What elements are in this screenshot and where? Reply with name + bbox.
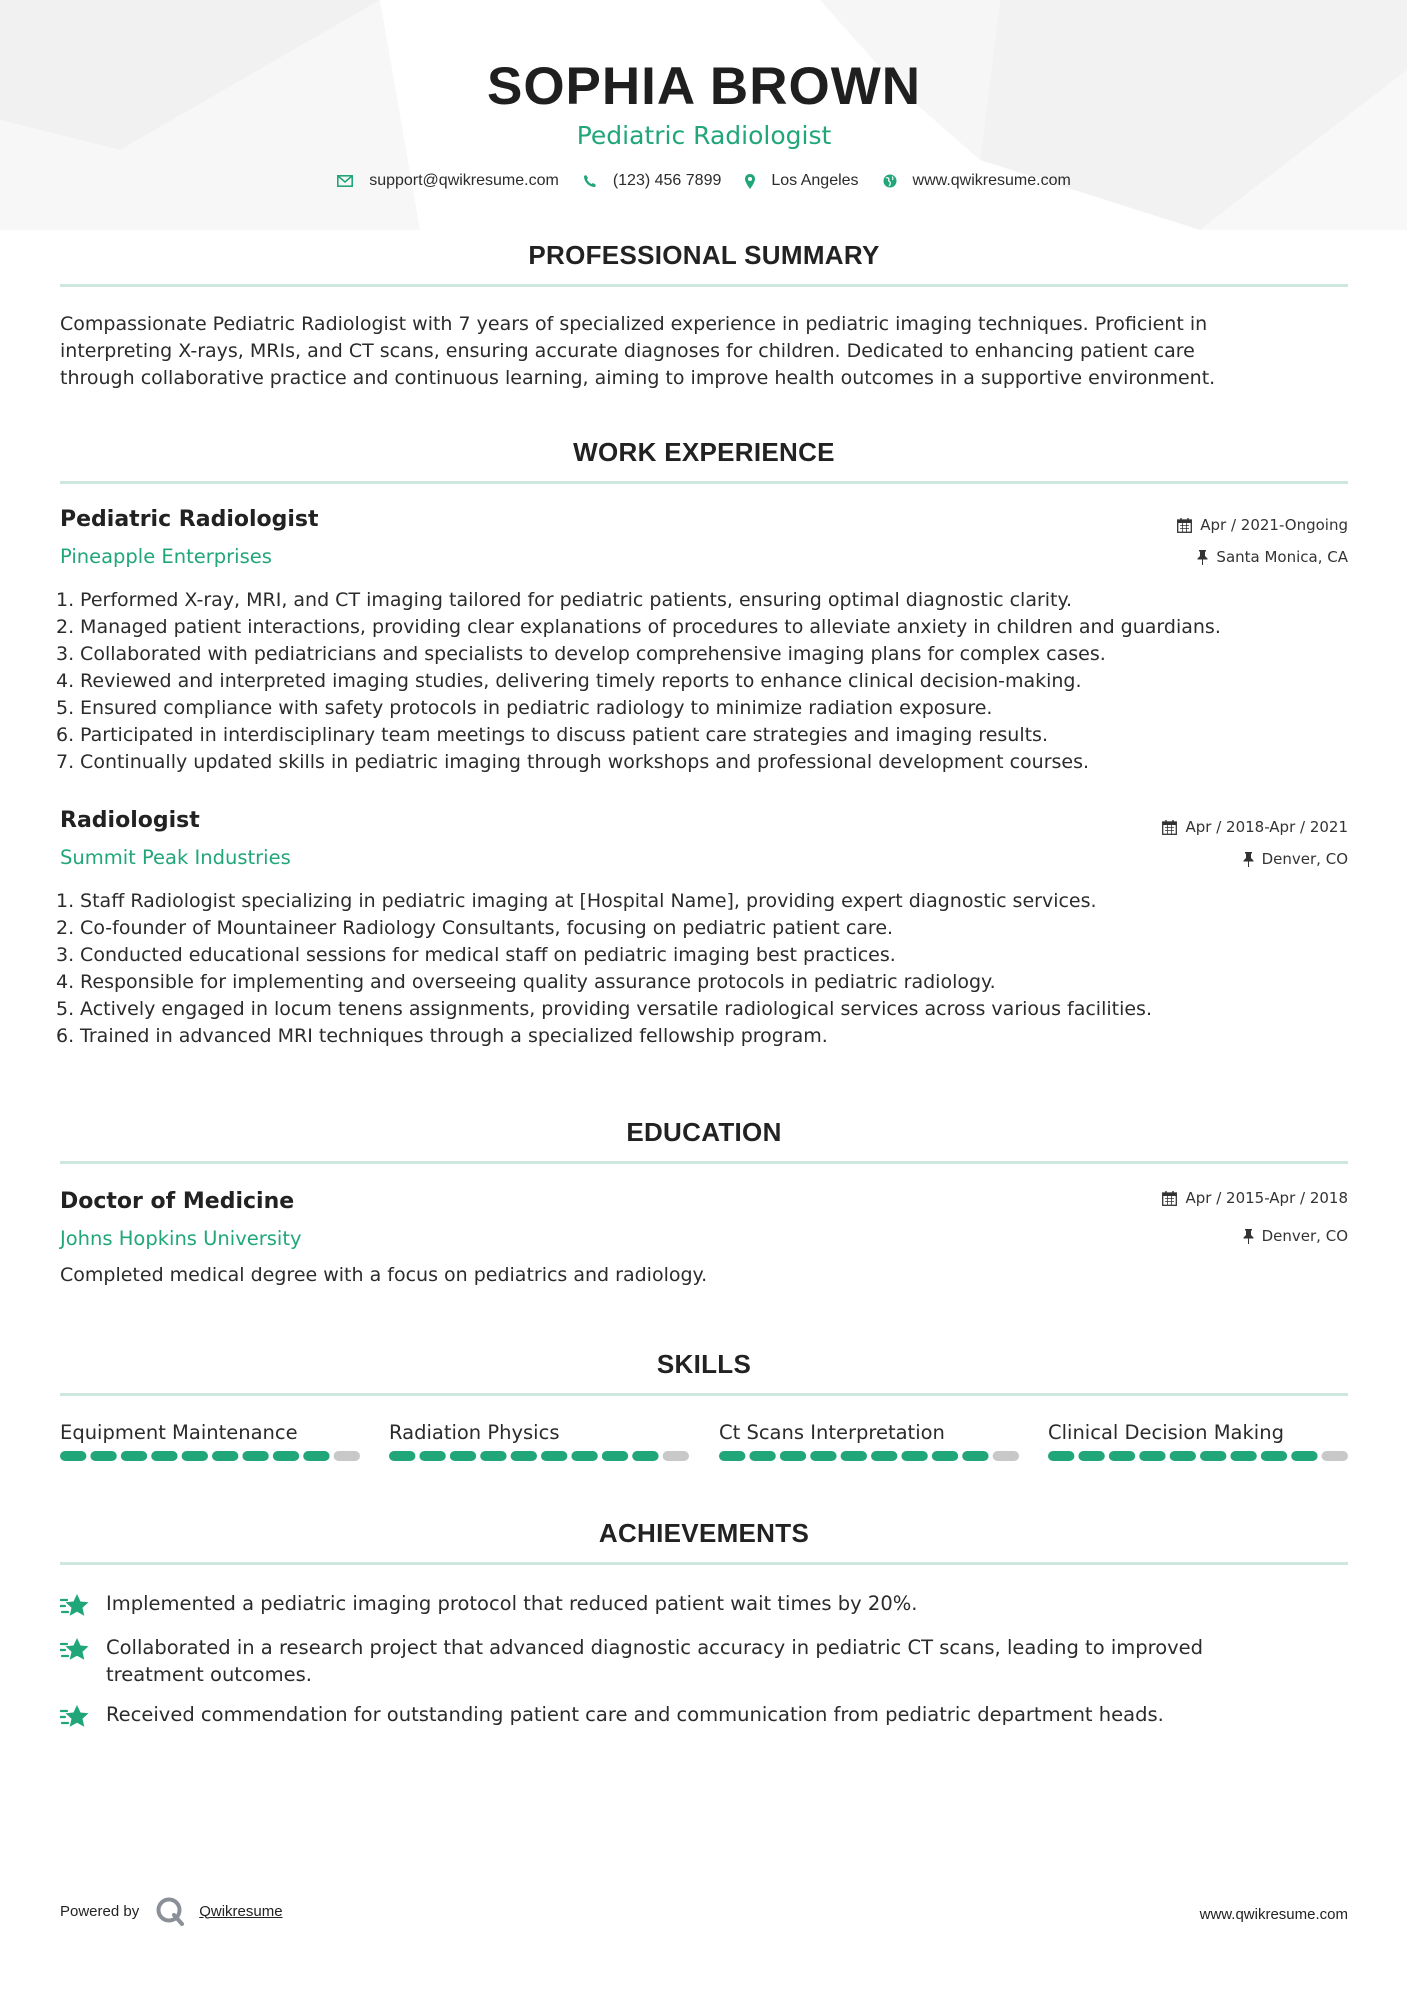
phone-icon bbox=[583, 174, 597, 188]
job-date-text: Apr / 2018-Apr / 2021 bbox=[1185, 818, 1348, 836]
skill-segment-filled bbox=[151, 1451, 177, 1461]
skill-segment-filled bbox=[182, 1451, 208, 1461]
job-location bbox=[1243, 850, 1348, 868]
skill-segment-filled bbox=[242, 1451, 268, 1461]
job-responsibilities bbox=[56, 888, 1348, 1050]
skill-segment-filled bbox=[962, 1451, 988, 1461]
skill-segment-filled bbox=[1170, 1451, 1196, 1461]
skill-level-bar bbox=[719, 1451, 1019, 1461]
skill-segment-filled bbox=[810, 1451, 836, 1461]
skill-segment-filled bbox=[1261, 1451, 1287, 1461]
skill-segment-filled bbox=[1109, 1451, 1135, 1461]
footer-powered-by bbox=[60, 1896, 283, 1926]
job-date bbox=[1162, 818, 1348, 836]
skill-label: Equipment Maintenance bbox=[60, 1421, 298, 1444]
skill-level-bar bbox=[389, 1451, 689, 1461]
skill-segment-filled bbox=[780, 1451, 806, 1461]
achievement-text: Implemented a pediatric imaging protocol that reduced patient wait times by 20%. bbox=[106, 1592, 918, 1615]
pushpin-icon bbox=[1197, 550, 1208, 565]
summary-line: through collaborative practice and continuous learning, aiming to improve health outcomes in a supportive environment. bbox=[60, 367, 1216, 389]
skill-segment-filled bbox=[1139, 1451, 1165, 1461]
list-item: 6. Trained in advanced MRI techniques through a specialized fellowship program. bbox=[56, 1025, 828, 1047]
list-item: 5. Actively engaged in locum tenens assignments, providing versatile radiological services across various facilities. bbox=[56, 998, 1152, 1020]
list-item: 2. Co-founder of Mountaineer Radiology Consultants, focusing on pediatric patient care. bbox=[56, 917, 894, 939]
powered-by-label: Powered by bbox=[60, 1902, 140, 1920]
skill-segment-filled bbox=[511, 1451, 537, 1461]
skill-segment-filled bbox=[1048, 1451, 1074, 1461]
globe-icon bbox=[883, 174, 897, 188]
calendar-icon bbox=[1177, 518, 1192, 533]
skill-label: Radiation Physics bbox=[389, 1421, 560, 1444]
pushpin-icon bbox=[1243, 852, 1254, 867]
skill-segment-filled bbox=[450, 1451, 476, 1461]
list-item: 1. Performed X-ray, MRI, and CT imaging tailored for pediatric patients, ensuring optimal diagnostic clarity. bbox=[56, 589, 1073, 611]
skill-segment-filled bbox=[841, 1451, 867, 1461]
list-item: 3. Collaborated with pediatricians and specialists to develop comprehensive imaging plans for complex cases. bbox=[56, 643, 1106, 665]
achievement-text: Collaborated in a research project that advanced diagnostic accuracy in pediatric CT scans, leading to improved treatment outcomes. bbox=[106, 1636, 1204, 1686]
skill-level-bar bbox=[60, 1451, 360, 1461]
skill-level-bar bbox=[1048, 1451, 1348, 1461]
skill-segment-empty bbox=[993, 1451, 1019, 1461]
skill-segment-empty bbox=[334, 1451, 360, 1461]
skills-divider bbox=[60, 1393, 1348, 1396]
list-item: 3. Conducted educational sessions for medical staff on pediatric imaging best practices. bbox=[56, 944, 896, 966]
skill-item bbox=[1048, 1421, 1348, 1444]
education-degree: Doctor of Medicine bbox=[60, 1189, 295, 1214]
education-description: Completed medical degree with a focus on pediatrics and radiology. bbox=[60, 1264, 708, 1286]
education-location bbox=[1243, 1227, 1348, 1245]
skill-segment-filled bbox=[602, 1451, 628, 1461]
star-award-icon bbox=[60, 1636, 94, 1664]
contact-phone[interactable] bbox=[583, 172, 722, 190]
job-responsibilities bbox=[56, 587, 1348, 776]
candidate-role: Pediatric Radiologist bbox=[576, 121, 832, 150]
star-award-icon bbox=[60, 1592, 94, 1620]
education-divider bbox=[60, 1161, 1348, 1164]
experience-divider bbox=[60, 481, 1348, 484]
skill-segment-filled bbox=[871, 1451, 897, 1461]
qwikresume-link[interactable]: Qwikresume bbox=[199, 1902, 283, 1920]
calendar-icon bbox=[1162, 820, 1177, 835]
experience-heading: WORK EXPERIENCE bbox=[573, 437, 835, 467]
summary-text bbox=[60, 311, 1348, 392]
skill-segment-filled bbox=[749, 1451, 775, 1461]
achievement-text: Received commendation for outstanding patient care and communication from pediatric department heads. bbox=[106, 1703, 1164, 1726]
summary-line: interpreting X-rays, MRIs, and CT scans, ensuring accurate diagnoses for children. Dedicated to enhancing patient care bbox=[60, 340, 1195, 362]
skill-segment-empty bbox=[663, 1451, 689, 1461]
skill-segment-filled bbox=[419, 1451, 445, 1461]
list-item: 4. Responsible for implementing and overseeing quality assurance protocols in pediatric radiology. bbox=[56, 971, 996, 993]
skill-segment-filled bbox=[1200, 1451, 1226, 1461]
skill-item bbox=[389, 1421, 689, 1444]
location-text: Los Angeles bbox=[771, 172, 859, 189]
skill-segment-filled bbox=[90, 1451, 116, 1461]
job-company: Summit Peak Industries bbox=[60, 846, 291, 869]
skill-segment-filled bbox=[932, 1451, 958, 1461]
map-pin-icon bbox=[745, 174, 755, 189]
skill-segment-filled bbox=[60, 1451, 86, 1461]
skill-segment-filled bbox=[571, 1451, 597, 1461]
skill-segment-filled bbox=[541, 1451, 567, 1461]
contact-location bbox=[745, 172, 858, 190]
list-item: 7. Continually updated skills in pediatric imaging through workshops and professional development courses. bbox=[56, 751, 1090, 773]
skill-label: Ct Scans Interpretation bbox=[719, 1421, 945, 1444]
skill-segment-filled bbox=[719, 1451, 745, 1461]
education-date bbox=[1162, 1189, 1348, 1207]
skill-segment-filled bbox=[212, 1451, 238, 1461]
calendar-icon bbox=[1162, 1191, 1177, 1206]
skill-segment-filled bbox=[273, 1451, 299, 1461]
skill-item bbox=[60, 1421, 360, 1444]
list-item: 2. Managed patient interactions, providing clear explanations of procedures to alleviate anxiety in children and guardians. bbox=[56, 616, 1221, 638]
skill-segment-filled bbox=[1230, 1451, 1256, 1461]
skill-segment-filled bbox=[901, 1451, 927, 1461]
education-date-text: Apr / 2015-Apr / 2018 bbox=[1185, 1189, 1348, 1207]
star-award-icon bbox=[60, 1703, 94, 1731]
skill-label: Clinical Decision Making bbox=[1048, 1421, 1284, 1444]
job-date bbox=[1177, 516, 1348, 534]
skill-segment-filled bbox=[1078, 1451, 1104, 1461]
skills-heading: SKILLS bbox=[656, 1349, 752, 1379]
skill-segment-empty bbox=[1322, 1451, 1348, 1461]
website-text: www.qwikresume.com bbox=[912, 172, 1071, 189]
list-item: 1. Staff Radiologist specializing in pediatric imaging at [Hospital Name], providing expert diagnostic services. bbox=[56, 890, 1097, 912]
list-item: 6. Participated in interdisciplinary team meetings to discuss patient care strategies and imaging results. bbox=[56, 724, 1048, 746]
achievements-divider bbox=[60, 1562, 1348, 1565]
skill-segment-filled bbox=[121, 1451, 147, 1461]
list-item: 5. Ensured compliance with safety protocols in pediatric radiology to minimize radiation exposure. bbox=[56, 697, 993, 719]
education-heading: EDUCATION bbox=[626, 1117, 782, 1147]
job-location bbox=[1197, 548, 1348, 566]
email-text: support@qwikresume.com bbox=[369, 172, 559, 189]
achievements-heading: ACHIEVEMENTS bbox=[598, 1518, 810, 1548]
job-location-text: Santa Monica, CA bbox=[1216, 548, 1348, 566]
pushpin-icon bbox=[1243, 1229, 1254, 1244]
education-school: Johns Hopkins University bbox=[60, 1227, 302, 1250]
envelope-icon bbox=[337, 175, 353, 187]
footer-website[interactable]: www.qwikresume.com bbox=[1199, 1906, 1348, 1923]
skill-segment-filled bbox=[632, 1451, 658, 1461]
job-company: Pineapple Enterprises bbox=[60, 545, 272, 568]
job-title: Pediatric Radiologist bbox=[60, 507, 319, 532]
summary-heading: PROFESSIONAL SUMMARY bbox=[528, 240, 880, 270]
skill-segment-filled bbox=[480, 1451, 506, 1461]
skill-item bbox=[719, 1421, 1019, 1444]
job-location-text: Denver, CO bbox=[1261, 850, 1348, 868]
contact-bar bbox=[60, 172, 1348, 190]
contact-email[interactable] bbox=[337, 172, 559, 190]
list-item: 4. Reviewed and interpreted imaging studies, delivering timely reports to enhance clinical decision-making. bbox=[56, 670, 1082, 692]
skill-segment-filled bbox=[1291, 1451, 1317, 1461]
qwikresume-logo-icon bbox=[155, 1896, 185, 1926]
summary-line: Compassionate Pediatric Radiologist with 7 years of specialized experience in pediatric imaging techniques. Proficient in bbox=[60, 313, 1208, 335]
contact-website[interactable] bbox=[883, 172, 1071, 190]
summary-divider bbox=[60, 284, 1348, 287]
job-title: Radiologist bbox=[60, 808, 200, 833]
job-date-text: Apr / 2021-Ongoing bbox=[1200, 516, 1348, 534]
candidate-name: SOPHIA BROWN bbox=[486, 57, 922, 116]
education-location-text: Denver, CO bbox=[1261, 1227, 1348, 1245]
skill-segment-filled bbox=[389, 1451, 415, 1461]
skill-segment-filled bbox=[303, 1451, 329, 1461]
phone-text: (123) 456 7899 bbox=[612, 172, 722, 189]
